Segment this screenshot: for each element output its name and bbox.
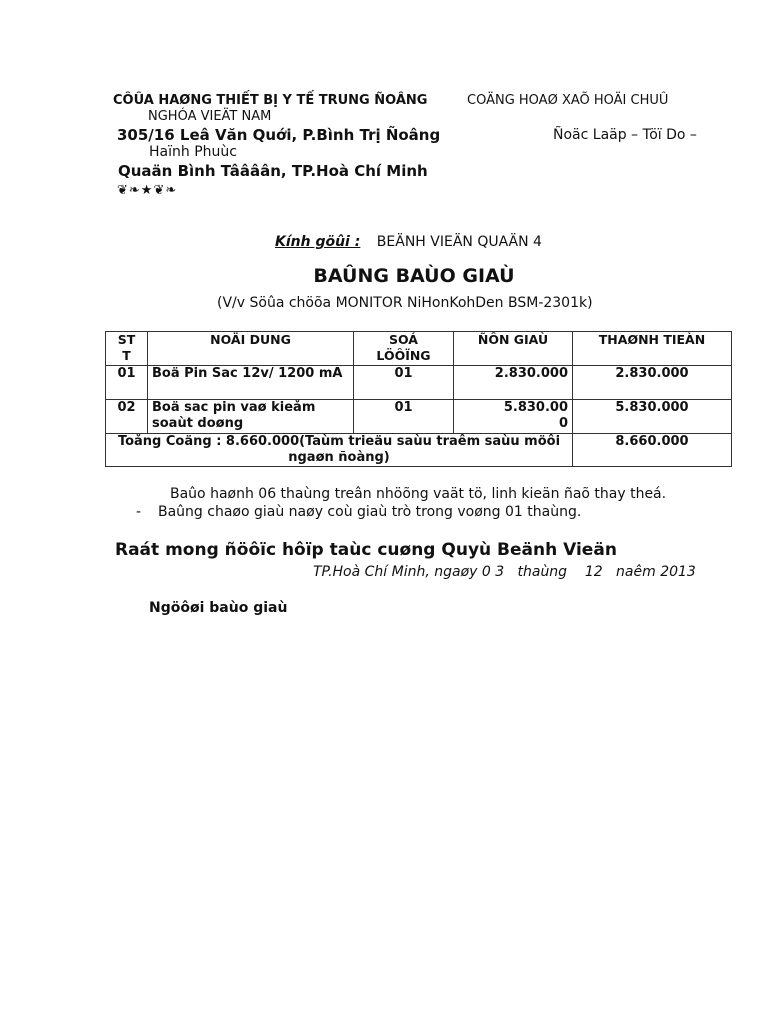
sum-total: 8.660.000	[573, 434, 732, 467]
document-subtitle: (V/v Söûa chöõa MONITOR NiHonKohDen BSM-2301k)	[217, 295, 593, 311]
sum-label: Toång Coäng : 8.660.000(Taùm trieäu saùu traêm saùu möôi ngaøn ñoàng)	[106, 434, 573, 467]
col-header-stt: ST T	[106, 332, 148, 366]
validity-note: Baûng chaøo giaù naøy coù giaù trò trong voøng 01 thaùng.	[158, 504, 582, 520]
quote-table	[105, 331, 732, 467]
row-qty: 01	[354, 400, 454, 434]
row-stt: 02	[106, 400, 148, 434]
recipient-name: BEÄNH VIEÄN QUAÄN 4	[376, 234, 542, 250]
row-content: Boä sac pin vaø kieåm soaùt doøng	[148, 400, 354, 434]
star-icon: ★	[140, 183, 154, 198]
ornament-divider	[117, 183, 177, 198]
row-price: 2.830.000	[454, 366, 573, 400]
table-sum-row	[106, 434, 732, 467]
recipient-label: Kính göûi :	[275, 234, 361, 250]
col-header-total: THAØNH TIEÀN	[573, 332, 732, 366]
closing-line: Raát mong ñöôïc hôïp taùc cuøng Quyù Beänh Vieän	[115, 540, 617, 560]
table-row	[106, 366, 732, 400]
row-qty: 01	[354, 366, 454, 400]
row-total: 5.830.000	[573, 400, 732, 434]
signer-title: Ngöôøi baùo giaù	[149, 600, 288, 616]
row-stt: 01	[106, 366, 148, 400]
row-content: Boä Pin Sac 12v/ 1200 mA	[148, 366, 354, 400]
nation-line2: NGHÓA VIEÄT NAM	[148, 109, 272, 124]
validity-bullet: -	[136, 504, 142, 520]
col-header-qty: SOÁ LÖÔÏNG	[354, 332, 454, 366]
company-address-line1: 305/16 Leâ Văn Quới, P.Bình Trị Ñoâng	[117, 126, 441, 144]
row-price	[454, 400, 573, 434]
warranty-note: Baûo haønh 06 thaùng treân nhöõng vaät tö, linh kieän ñaõ thay theá.	[170, 486, 667, 502]
ornament-left-icon: ❦❧	[117, 183, 141, 198]
motto-line1: Ñoäc Laäp – Töï Do –	[553, 127, 697, 143]
row-total: 2.830.000	[573, 366, 732, 400]
recipient-line	[275, 234, 542, 250]
col-header-content: NOÄI DUNG	[148, 332, 354, 366]
table-header-row	[106, 332, 732, 366]
table-row	[106, 400, 732, 434]
company-name: CÔÛA HAØNG THIẾT BỊ Y TẾ TRUNG ÑOÂNG	[113, 93, 428, 108]
company-address-line2: Quaän Bình Tâââân, TP.Hoà Chí Minh	[118, 162, 428, 180]
document-title: BAÛNG BAÙO GIAÙ	[313, 265, 515, 287]
col-header-price: ÑÔN GIAÙ	[454, 332, 573, 366]
nation-line1: COÄNG HOAØ XAÕ HOÄI CHUÛ	[467, 93, 669, 108]
motto-line2: Haïnh Phuùc	[149, 144, 237, 160]
date-line: TP.Hoà Chí Minh, ngaøy 0 3 thaùng 12 naêm 2013	[313, 564, 696, 580]
row-price-value: 5.830.00 0	[503, 400, 568, 431]
ornament-right-icon: ❦❧	[153, 183, 178, 198]
